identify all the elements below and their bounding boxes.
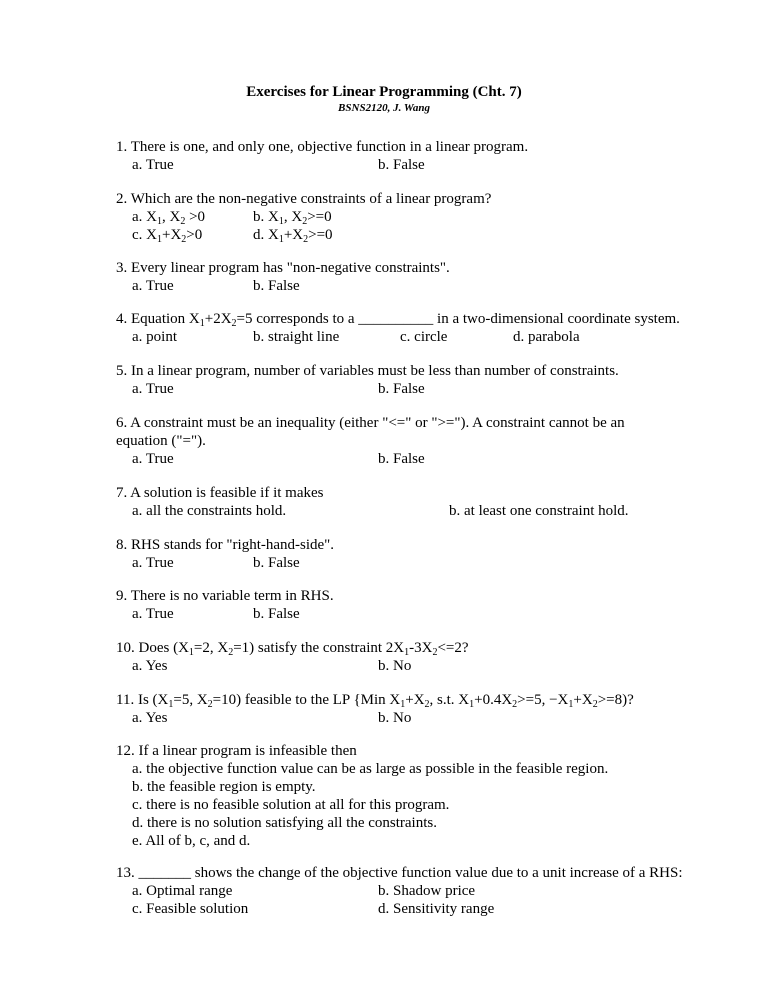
page-title: Exercises for Linear Programming (Cht. 7) (246, 84, 522, 100)
option-b: b. straight line (253, 329, 340, 345)
question-1 (116, 138, 676, 174)
question-stem: 3. Every linear program has "non-negative constraints". (116, 260, 450, 276)
question-stem: 10. Does ($X_1=2$, $X_2=1$) satisfy the constraint $2X_1-3X_2<=2$? (116, 640, 469, 658)
option-a: a. Yes (132, 710, 168, 726)
question-stem: 1. There is one, and only one, objective function in a linear program. (116, 139, 529, 155)
option-d: d. there is no solution satisfying all the constraints. (132, 815, 437, 831)
option-a: a. True (132, 381, 174, 397)
option-a: a. True (132, 157, 174, 173)
option-b: b. False (253, 606, 300, 622)
option-a: a. Optimal range (132, 883, 233, 899)
question-5 (116, 362, 676, 398)
option-b: b. at least one constraint hold. (449, 503, 629, 519)
question-stem: 11. Is ($X_1=5$, $X_2=10$) feasible to the LP {Min $X_1+X_2$, s.t. $X_1+0.4X_2>=5$, $-X_1+X_2>=8$)? (116, 692, 634, 710)
question-stem: 4. Equation $X_1+2X_2=5$ corresponds to a __________ in a two-dimensional coordinate system. (116, 311, 680, 329)
option-a: a. all the constraints hold. (132, 503, 287, 519)
option-b: b. No (378, 710, 412, 726)
option-d: d. Sensitivity range (378, 901, 495, 917)
question-stem: 9. There is no variable term in RHS. (116, 588, 334, 604)
option-b: b. False (378, 157, 425, 173)
question-stem: 13. _______ shows the change of the objective function value due to a unit increase of a RHS: (116, 865, 683, 881)
question-9 (116, 587, 676, 623)
question-stem: 8. RHS stands for "right-hand-side". (116, 537, 335, 553)
question-6 (116, 414, 676, 468)
option-a: a. True (132, 278, 174, 294)
question-3 (116, 259, 676, 295)
option-d: d. parabola (513, 329, 580, 345)
option-d: d. $X_1+X_2>=0$ (253, 227, 333, 245)
question-13 (116, 864, 683, 918)
question-7 (116, 484, 676, 520)
option-a: a. True (132, 606, 174, 622)
option-a: a. point (132, 329, 177, 345)
option-a: a. the objective function value can be as large as possible in the feasible region. (132, 761, 609, 777)
option-c: c. $X_1+X_2>0$ (132, 227, 203, 245)
option-b: b. False (378, 381, 425, 397)
question-stem: 7. A solution is feasible if it makes (116, 485, 324, 501)
page-subtitle: BSNS2120, J. Wang (338, 102, 430, 114)
question-stem: 2. Which are the non-negative constraints of a linear program? (116, 191, 492, 207)
option-a: a. True (132, 555, 174, 571)
option-b: b. $X_1$, $X_2>=0$ (253, 209, 332, 227)
option-a: a. Yes (132, 658, 168, 674)
question-stem: 12. If a linear program is infeasible then (116, 743, 357, 759)
question-4 (116, 310, 680, 346)
option-c: c. Feasible solution (132, 901, 249, 917)
option-b: b. No (378, 658, 412, 674)
option-c: c. there is no feasible solution at all for this program. (132, 797, 450, 813)
question-stem: 6. A constraint must be an inequality (either "<=" or ">="). A constraint cannot be an equation ("="). (116, 415, 625, 449)
question-8 (116, 536, 676, 572)
option-b: b. False (253, 278, 300, 294)
option-e: e. All of b, c, and d. (132, 833, 251, 849)
option-b: b. False (253, 555, 300, 571)
question-2 (116, 190, 676, 244)
question-10 (116, 639, 676, 675)
option-a: a. True (132, 451, 174, 467)
question-stem: 5. In a linear program, number of variables must be less than number of constraints. (116, 363, 619, 379)
option-c: c. circle (400, 329, 448, 345)
option-b: b. Shadow price (378, 883, 476, 899)
option-b: b. False (378, 451, 425, 467)
question-11 (116, 691, 676, 727)
option-a: a. $X_1$, $X_2 >0$ (132, 209, 206, 227)
question-12 (116, 742, 676, 850)
option-b: b. the feasible region is empty. (132, 779, 316, 795)
